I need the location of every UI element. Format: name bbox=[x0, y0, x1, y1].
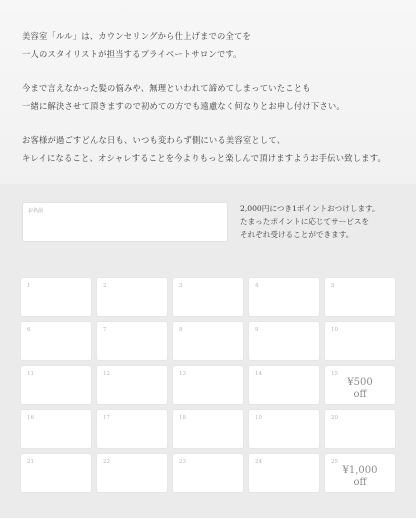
intro-paragraph-2 bbox=[22, 79, 402, 115]
points-note-line: それぞれ受けることができます。 bbox=[240, 230, 354, 239]
stamp-cell bbox=[172, 409, 244, 449]
points-note bbox=[240, 202, 410, 241]
stamp-cell-number: 9 bbox=[255, 327, 259, 333]
stamp-cell-number: 23 bbox=[179, 459, 186, 465]
intro-paragraph-3 bbox=[22, 131, 402, 167]
stamp-cell-number: 21 bbox=[27, 459, 34, 465]
intro-line: 一緒に解決させて頂きますので初めての方でも遠慮なく何なりとお申し付け下さい。 bbox=[22, 101, 345, 111]
stamp-cell bbox=[248, 277, 320, 317]
stamp-cell-number: 18 bbox=[179, 415, 186, 421]
name-field-label: お名前 bbox=[28, 208, 44, 214]
stamp-cell-number: 4 bbox=[255, 283, 259, 289]
stamp-cell-number: 8 bbox=[179, 327, 183, 333]
reward-amount: ¥1,000 bbox=[342, 465, 378, 476]
stamp-cell bbox=[96, 321, 168, 361]
intro-line: 今まで言えなかった髪の悩みや、無理といわれて諦めてしまっていたことも bbox=[22, 83, 311, 93]
stamp-cell-number: 7 bbox=[103, 327, 107, 333]
stamp-cell bbox=[172, 453, 244, 493]
reward-unit: off bbox=[353, 477, 367, 488]
stamp-cell bbox=[248, 409, 320, 449]
stamp-cell-number: 25 bbox=[331, 459, 338, 465]
stamp-cell-number: 3 bbox=[179, 283, 183, 289]
reward-label bbox=[325, 377, 395, 401]
stamp-cell-number: 19 bbox=[255, 415, 262, 421]
name-field[interactable] bbox=[22, 202, 228, 242]
stamp-cell-number: 15 bbox=[331, 371, 338, 377]
stamp-cell-number: 12 bbox=[103, 371, 110, 377]
stamp-cell-number: 5 bbox=[331, 283, 335, 289]
stamp-cell bbox=[96, 409, 168, 449]
intro-line: お客様が過ごすどんな日も、いつも変わらず側にいる美容室として、 bbox=[22, 135, 286, 145]
stamp-cell bbox=[324, 321, 396, 361]
stamp-cell-number: 6 bbox=[27, 327, 31, 333]
intro-line: 美容室「ルル」は、カウンセリングから仕上げまでの全てを bbox=[22, 31, 252, 41]
stamp-cell-number: 17 bbox=[103, 415, 110, 421]
points-note-line: 2,000円につき1ポイントおつけします。 bbox=[240, 204, 380, 213]
stamp-cell-number: 1 bbox=[27, 283, 31, 289]
stamp-cell bbox=[20, 453, 92, 493]
stamp-cell bbox=[96, 277, 168, 317]
stamp-cell-number: 13 bbox=[179, 371, 186, 377]
stamp-grid bbox=[20, 277, 396, 493]
stamp-cell bbox=[96, 365, 168, 405]
stamp-cell bbox=[172, 365, 244, 405]
stamp-cell bbox=[96, 453, 168, 493]
reward-label bbox=[325, 465, 395, 489]
points-note-line: たまったポイントに応じてサービスを bbox=[240, 217, 370, 226]
intro-paragraph-1 bbox=[22, 27, 402, 63]
point-card bbox=[0, 184, 416, 518]
stamp-cell bbox=[324, 277, 396, 317]
stamp-cell-number: 11 bbox=[27, 371, 34, 377]
stamp-cell bbox=[248, 321, 320, 361]
stamp-cell bbox=[172, 321, 244, 361]
stamp-cell bbox=[324, 365, 396, 405]
stamp-cell bbox=[20, 409, 92, 449]
stamp-cell bbox=[172, 277, 244, 317]
stamp-cell-number: 22 bbox=[103, 459, 110, 465]
stamp-cell-number: 2 bbox=[103, 283, 107, 289]
stamp-cell-number: 16 bbox=[27, 415, 34, 421]
stamp-cell bbox=[248, 453, 320, 493]
stamp-cell bbox=[324, 453, 396, 493]
stamp-cell-number: 24 bbox=[255, 459, 262, 465]
intro-line: 一人のスタイリストが担当するプライベートサロンです。 bbox=[22, 49, 242, 59]
stamp-cell bbox=[20, 321, 92, 361]
intro-section bbox=[0, 0, 416, 184]
intro-line: キレイになること、オシャレすることを今よりもっと楽しんで頂けますようお手伝い致します。 bbox=[22, 153, 387, 163]
stamp-cell bbox=[248, 365, 320, 405]
stamp-cell bbox=[20, 277, 92, 317]
stamp-cell bbox=[20, 365, 92, 405]
stamp-cell-number: 20 bbox=[331, 415, 338, 421]
stamp-cell bbox=[324, 409, 396, 449]
reward-amount: ¥500 bbox=[347, 377, 373, 388]
stamp-cell-number: 10 bbox=[331, 327, 338, 333]
reward-unit: off bbox=[353, 389, 367, 400]
stamp-cell-number: 14 bbox=[255, 371, 262, 377]
